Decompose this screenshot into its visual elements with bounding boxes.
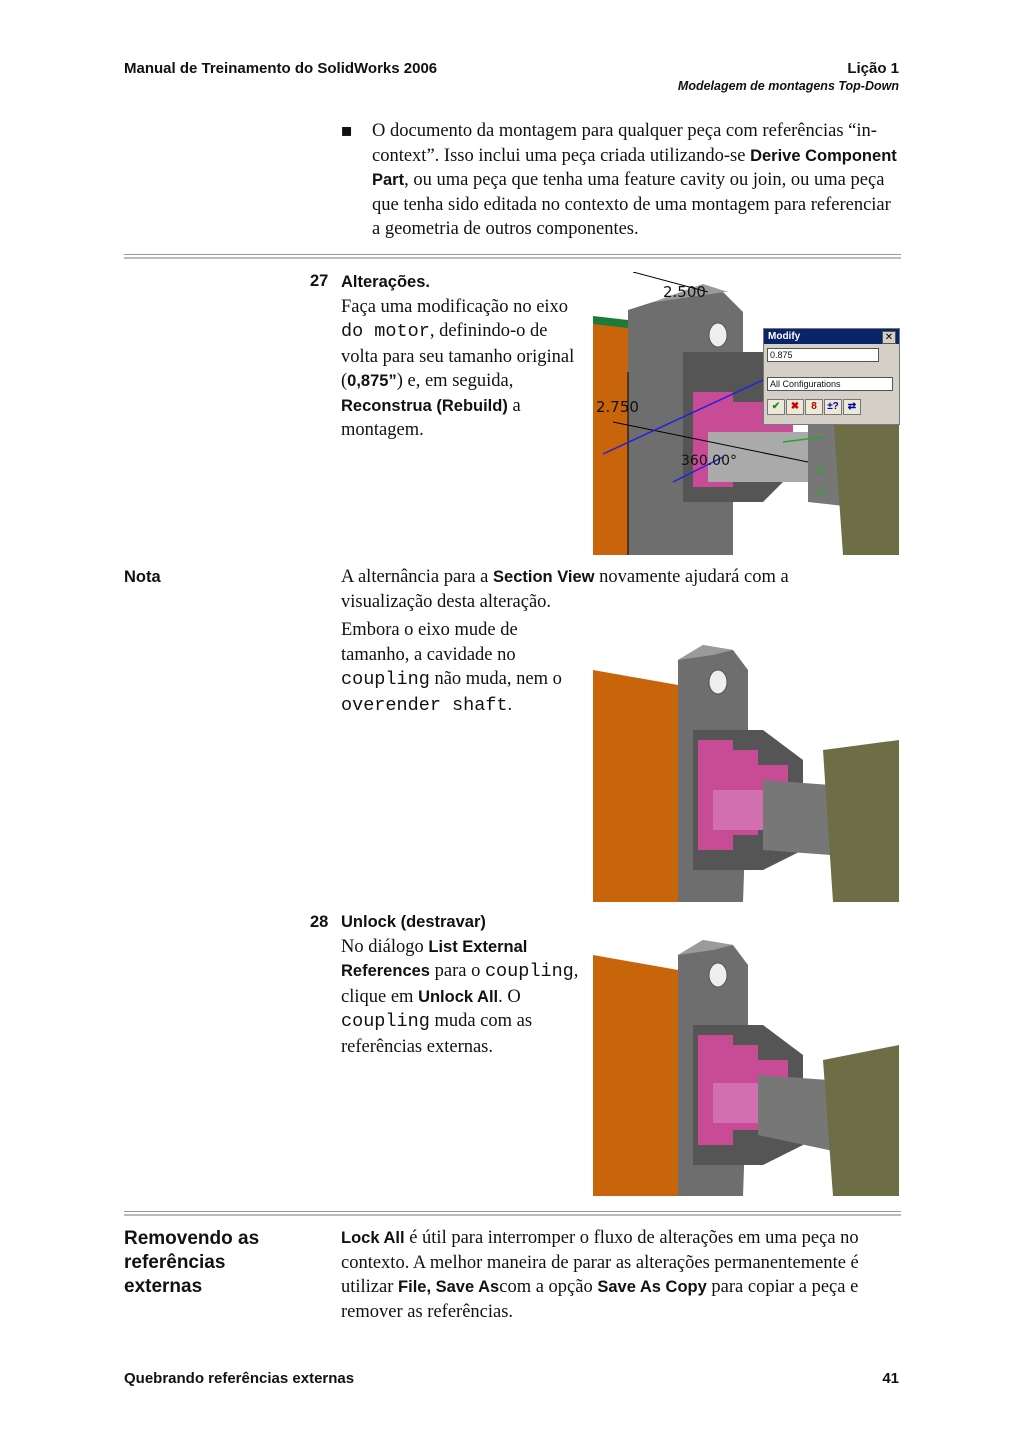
step-28-t1: No diálogo bbox=[341, 936, 429, 957]
unlock-all-bold: Unlock All bbox=[418, 987, 499, 1006]
bullet-text: O documento da montagem para qualquer peça com referências “in-context”. Isso inclui uma peça criada utilizando-se bbox=[372, 121, 877, 166]
step-28-title: Unlock (destravar) bbox=[341, 913, 486, 931]
section-heading: Removendo as referências externas bbox=[124, 1228, 260, 1297]
close-icon: ✕ bbox=[882, 331, 896, 344]
manual-title: Manual de Treinamento do SolidWorks 2006 bbox=[124, 60, 438, 77]
note-t2: novamente ajudará com a visualização desta alteração. bbox=[341, 567, 789, 612]
lesson-label: Lição 1 bbox=[847, 60, 899, 77]
step-27-t2: , definindo-o de volta para seu tamanho original ( bbox=[341, 321, 575, 391]
step-28-t4: . O bbox=[498, 986, 521, 1007]
lock-all-bold: Lock All bbox=[341, 1229, 405, 1247]
bullet-paragraph bbox=[372, 119, 902, 242]
note-t1: A alternância para a bbox=[341, 567, 494, 587]
cancel-icon: ✖ bbox=[786, 399, 804, 415]
bullet-marker: ■ bbox=[341, 122, 353, 142]
figure-unlocked bbox=[593, 935, 899, 1196]
save-as-bold: File, Save As bbox=[398, 1278, 500, 1296]
section-t2: com a opção bbox=[499, 1277, 598, 1297]
note-p2-t3: . bbox=[507, 694, 513, 715]
code-coupling: coupling bbox=[341, 669, 430, 690]
note-label: Nota bbox=[124, 568, 161, 586]
figure-section-view bbox=[593, 640, 899, 902]
assembly-section-image-2 bbox=[593, 640, 899, 902]
step-28-t5: muda com as referências externas. bbox=[341, 1011, 533, 1057]
bullet-text-2: , ou uma peça que tenha uma feature cavity ou join, ou uma peça que tenha sido editada no contexto de uma montagem para referenciar a geometria de outros componentes. bbox=[372, 170, 891, 239]
code-motor: do motor bbox=[341, 321, 430, 342]
step-28-number: 28 bbox=[310, 913, 329, 931]
step-28-t3: , clique em bbox=[341, 961, 579, 1007]
config-select: All Configurations bbox=[767, 377, 893, 391]
step-27-text bbox=[341, 270, 586, 443]
code-overender-shaft: overender shaft bbox=[341, 694, 508, 716]
rebuild-bold: Reconstrua (Rebuild) bbox=[341, 396, 508, 415]
save-as-copy-bold: Save As Copy bbox=[597, 1278, 707, 1296]
value-field: 0.875 bbox=[767, 348, 879, 362]
note-paragraph-2 bbox=[341, 618, 586, 718]
modify-dialog-title: Modify bbox=[764, 329, 899, 344]
note-p2-t2: não muda, nem o bbox=[429, 669, 562, 689]
dimension-top: 2.500 bbox=[663, 283, 706, 301]
section-t3: para copiar a peça e remover as referências. bbox=[341, 1277, 859, 1322]
modify-dialog bbox=[763, 328, 900, 425]
rebuild-icon: 8 bbox=[805, 399, 823, 415]
note-p2-t1: Embora o eixo mude de tamanho, a cavidade no bbox=[341, 620, 518, 665]
step-27-t1: Faça uma modificação no eixo bbox=[341, 296, 569, 317]
value-bold: 0,875” bbox=[347, 372, 397, 390]
ok-icon: ✔ bbox=[767, 399, 785, 415]
lesson-subtitle: Modelagem de montagens Top-Down bbox=[677, 79, 899, 93]
assembly-section-image-3 bbox=[593, 935, 899, 1196]
step-28-t2: para o bbox=[429, 961, 485, 981]
section-paragraph bbox=[341, 1226, 901, 1324]
spin-increment-icon: ±? bbox=[824, 399, 842, 415]
page-number: 41 bbox=[882, 1370, 899, 1387]
step-28-text bbox=[341, 910, 586, 1059]
list-external-refs-bold: List External References bbox=[341, 937, 528, 980]
code-coupling-2: coupling bbox=[484, 961, 574, 982]
section-divider-2 bbox=[124, 1211, 901, 1212]
note-paragraph-1 bbox=[341, 565, 841, 614]
step-27-t3: ) e, em seguida, bbox=[396, 371, 514, 391]
section-divider-2-shadow bbox=[124, 1214, 901, 1216]
footer-chapter: Quebrando referências externas bbox=[124, 1370, 355, 1387]
mark-dimension-icon: ⇄ bbox=[843, 399, 861, 415]
section-view-bold: Section View bbox=[493, 568, 595, 586]
dimension-left: 2.750 bbox=[596, 398, 639, 416]
dimension-angle: 360.00° bbox=[681, 453, 737, 469]
step-27-t4: a montagem. bbox=[341, 395, 521, 440]
code-coupling-3: coupling bbox=[341, 1011, 430, 1032]
section-divider bbox=[124, 254, 901, 255]
step-27-number: 27 bbox=[310, 272, 329, 290]
step-27-title: Alterações. bbox=[341, 273, 430, 291]
bullet-bold-term: Derive Component Part bbox=[372, 146, 897, 189]
section-divider-shadow bbox=[124, 257, 901, 259]
section-t1: é útil para interromper o fluxo de alterações em uma peça no contexto. A melhor maneira de parar as alterações permanentemente é utilizar bbox=[341, 1228, 859, 1297]
